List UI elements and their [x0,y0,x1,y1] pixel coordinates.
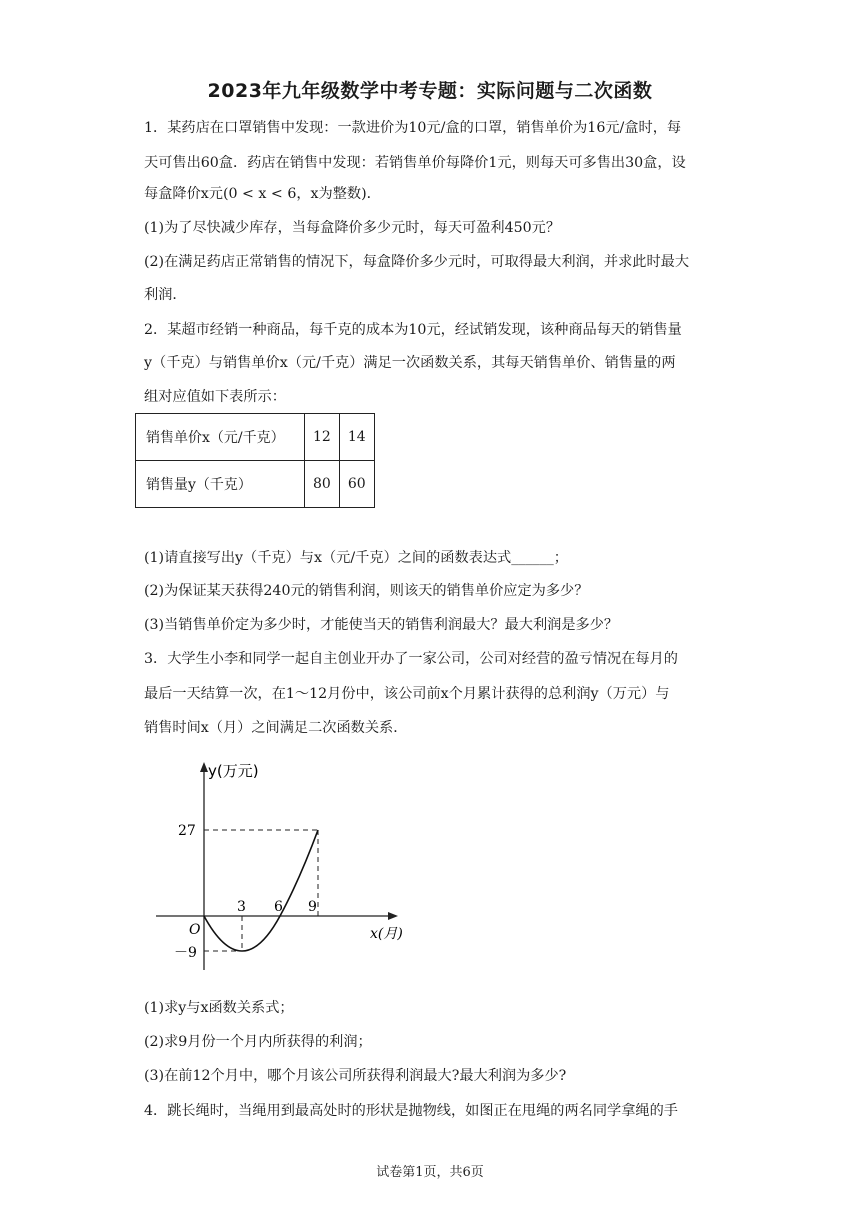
parabola-graph [150,756,410,976]
table-cell: 80 [305,461,340,508]
table-cell-label: 销售单价x（元/千克） [136,414,305,461]
y-axis-arrow-icon [200,762,208,772]
table-cell: 12 [305,414,340,461]
table-cell-label: 销售量y（千克） [136,461,305,508]
text-line: y（千克）与销售单价x（元/千克）满足一次函数关系，其每天销售单价、销售量的两 [144,355,676,371]
text-line: 每盒降价x元(0 < x < 6，x为整数)． [144,186,381,202]
text-line: (2)求9月份一个月内所获得的利润； [144,1034,372,1050]
table-cell: 60 [339,461,374,508]
price-sales-table [135,413,375,508]
table-row [136,414,375,461]
page-footer: 试卷第1页，共6页 [376,1165,484,1180]
text-line: 利润． [144,287,187,303]
x-axis-arrow-icon [388,912,398,920]
text-line: 天可售出60盒．药店在销售中发现：若销售单价每降价1元，则每天可多售出30盒，设 [144,155,686,171]
text-line: 2．某超市经销一种商品，每千克的成本为10元，经试销发现，该种商品每天的销售量 [144,322,682,338]
tick-label-minus9: －9 [174,945,197,961]
table-cell: 14 [339,414,374,461]
tick-label-3: 3 [237,899,246,915]
y-axis-label: y(万元) [208,762,259,780]
text-line: 最后一天结算一次，在1～12月份中，该公司前x个月累计获得的总利润y（万元）与 [144,686,670,702]
x-axis-label: x(月) [370,926,403,942]
text-line: (1)求y与x函数关系式； [144,1000,294,1016]
text-line: 1．某药店在口罩销售中发现：一款进价为10元/盒的口罩，销售单价为16元/盒时，每 [144,120,682,136]
origin-label: O [189,922,201,938]
text-line: (2)在满足药店正常销售的情况下，每盒降价多少元时，可取得最大利润，并求此时最大 [144,254,690,270]
parabola-curve [204,830,318,951]
tick-label-6: 6 [274,899,283,915]
tick-label-9: 9 [308,899,317,915]
page-title: 2023年九年级数学中考专题：实际问题与二次函数 [207,80,653,102]
text-line: (2)为保证某天获得240元的销售利润，则该天的销售单价应定为多少？ [144,583,589,599]
table-row [136,461,375,508]
text-line: (1)请直接写出y（千克）与x（元/千克）之间的函数表达式______； [144,550,568,566]
text-line: 组对应值如下表所示： [144,389,286,405]
tick-label-27: 27 [178,823,196,839]
text-line: (3)在前12个月中，哪个月该公司所获得利润最大?最大利润为多少? [144,1068,567,1084]
text-line: (1)为了尽快减少库存，当每盒降价多少元时，每天可盈利450元？ [144,220,561,236]
text-line: 3．大学生小李和同学一起自主创业开办了一家公司，公司对经营的盈亏情况在每月的 [144,651,678,667]
text-line: 4．跳长绳时，当绳用到最高处时的形状是抛物线，如图正在甩绳的两名同学拿绳的手 [144,1103,678,1119]
text-line: 销售时间x（月）之间满足二次函数关系． [144,720,408,736]
text-line: (3)当销售单价定为多少时，才能使当天的销售利润最大？最大利润是多少？ [144,617,619,633]
